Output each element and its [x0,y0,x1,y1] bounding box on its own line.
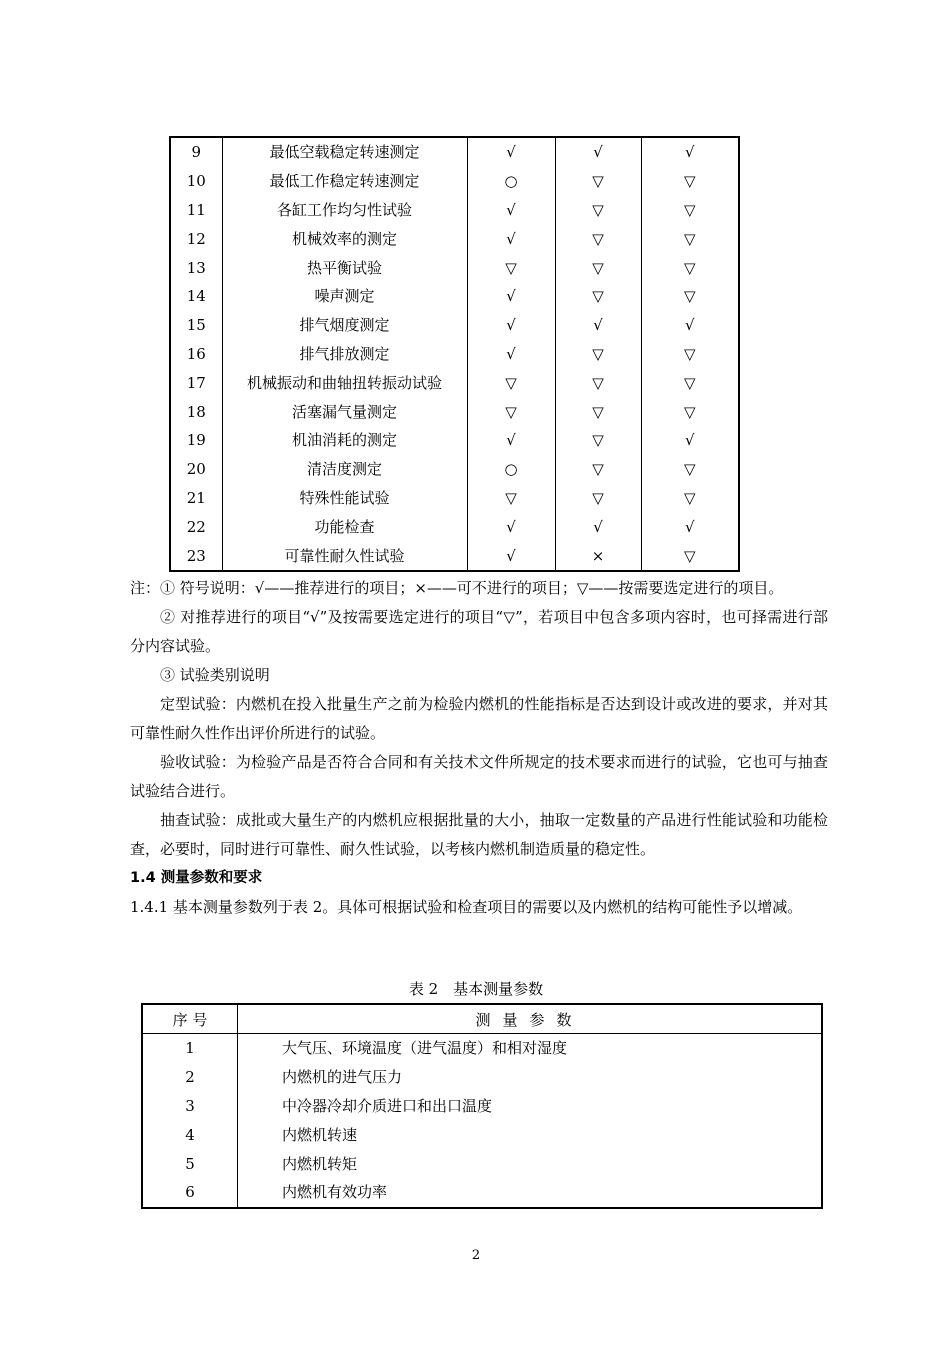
mark-sampling-test: √ [641,137,739,167]
item-name: 机油消耗的测定 [222,426,467,455]
mark-sampling-test: ▽ [641,282,739,311]
row-number: 9 [170,137,222,167]
table-row [170,340,739,369]
row-number: 23 [170,541,222,571]
mark-acceptance-test: × [555,541,641,571]
item-name: 机械振动和曲轴扭转振动试验 [222,368,467,397]
mark-type-test: ▽ [467,368,555,397]
param-name: 内燃机转矩 [282,1154,358,1173]
mark-sampling-test: ▽ [641,541,739,571]
mark-type-test: ▽ [467,397,555,426]
row-number: 10 [170,167,222,196]
mark-type-test: ▽ [467,253,555,282]
row-number: 13 [170,253,222,282]
row-number: 17 [170,368,222,397]
table-row [170,137,739,167]
mark-acceptance-test: ▽ [555,368,641,397]
table-row [170,311,739,340]
mark-type-test: √ [467,541,555,571]
mark-type-test: ○ [467,455,555,484]
note-1: 注：① 符号说明：√——推荐进行的项目；×——可不进行的项目；▽——按需要选定进行的项目。 [130,579,784,597]
item-name: 热平衡试验 [222,253,467,282]
row-number: 16 [170,340,222,369]
mark-type-test: √ [467,340,555,369]
table-row [142,1063,822,1092]
note-2: ② 对推荐进行的项目“√”及按需要选定进行的项目“▽”，若项目中包含多项内容时，也可择需进行部分内容试验。 [130,608,828,655]
mark-acceptance-test: ▽ [555,397,641,426]
mark-acceptance-test: ▽ [555,484,641,513]
mark-sampling-test: ▽ [641,455,739,484]
row-number: 11 [170,196,222,225]
table-row [170,167,739,196]
table-row [170,512,739,541]
mark-type-test: ○ [467,167,555,196]
param-name: 内燃机的进气压力 [282,1068,403,1087]
table-row [142,1178,822,1208]
mark-acceptance-test: ▽ [555,224,641,253]
table-row [142,1034,822,1063]
page-number: 2 [471,1248,481,1263]
item-name: 活塞漏气量测定 [222,397,467,426]
mark-type-test: √ [467,426,555,455]
table2-header-row [142,1004,822,1034]
param-name: 中冷器冷却介质进口和出口温度 [282,1096,493,1115]
mark-sampling-test: ▽ [641,224,739,253]
acceptance-test-desc: 验收试验：为检验产品是否符合合同和有关技术文件所规定的技术要求而进行的试验，它也可与抽查试验结合进行。 [130,753,828,800]
mark-type-test: √ [467,137,555,167]
row-number: 21 [170,484,222,513]
header-param: 测量参数 [238,1004,823,1034]
item-name: 排气烟度测定 [222,311,467,340]
mark-sampling-test: ▽ [641,196,739,225]
item-name: 特殊性能试验 [222,484,467,513]
item-name: 最低空载稳定转速测定 [222,137,467,167]
item-name: 功能检查 [222,512,467,541]
mark-type-test: √ [467,196,555,225]
mark-acceptance-test: ▽ [555,196,641,225]
mark-sampling-test: √ [641,512,739,541]
table-row [170,196,739,225]
mark-sampling-test: ▽ [641,253,739,282]
mark-type-test: ▽ [467,484,555,513]
row-number: 1 [142,1034,238,1063]
table2-caption: 表 2 基本测量参数 [408,980,544,998]
mark-type-test: √ [467,282,555,311]
mark-acceptance-test: ▽ [555,253,641,282]
header-no: 序 号 [142,1004,238,1034]
mark-sampling-test: ▽ [641,340,739,369]
mark-sampling-test: √ [641,426,739,455]
item-name: 清洁度测定 [222,455,467,484]
measurement-params-table [141,1003,823,1209]
row-number: 14 [170,282,222,311]
param-name: 大气压、环境温度（进气温度）和相对湿度 [282,1039,568,1058]
test-items-table [169,136,740,572]
row-number: 2 [142,1063,238,1092]
mark-sampling-test: ▽ [641,167,739,196]
row-number: 22 [170,512,222,541]
table-row [142,1149,822,1178]
mark-sampling-test: ▽ [641,368,739,397]
note-3: ③ 试验类别说明 [160,666,270,684]
item-name: 噪声测定 [222,282,467,311]
row-number: 20 [170,455,222,484]
mark-sampling-test: √ [641,311,739,340]
table-row [142,1092,822,1121]
row-number: 12 [170,224,222,253]
mark-acceptance-test: √ [555,311,641,340]
row-number: 3 [142,1092,238,1121]
table-row [170,224,739,253]
row-number: 15 [170,311,222,340]
row-number: 19 [170,426,222,455]
row-number: 4 [142,1120,238,1149]
param-name: 内燃机有效功率 [282,1183,388,1202]
table-row [170,426,739,455]
notes-block [130,574,828,922]
mark-acceptance-test: ▽ [555,340,641,369]
type-test-desc: 定型试验：内燃机在投入批量生产之前为检验内燃机的性能指标是否达到设计或改进的要求，并对其可靠性耐久性作出评价所进行的试验。 [130,695,828,742]
table-row [142,1120,822,1149]
item-name: 最低工作稳定转速测定 [222,167,467,196]
section-heading: 1.4 测量参数和要求 [130,870,263,886]
row-number: 18 [170,397,222,426]
param-name: 内燃机转速 [282,1125,358,1144]
table-row [170,368,739,397]
mark-acceptance-test: √ [555,512,641,541]
table-row [170,455,739,484]
mark-sampling-test: ▽ [641,397,739,426]
mark-type-test: √ [467,311,555,340]
mark-acceptance-test: ▽ [555,426,641,455]
table-row [170,541,739,571]
table-row [170,484,739,513]
mark-sampling-test: ▽ [641,484,739,513]
mark-type-test: √ [467,512,555,541]
mark-type-test: √ [467,224,555,253]
mark-acceptance-test: ▽ [555,282,641,311]
row-number: 5 [142,1149,238,1178]
section-paragraph: 1.4.1 基本测量参数列于表 2。具体可根据试验和检查项目的需要以及内燃机的结构可能性予以增减。 [130,898,803,916]
item-name: 可靠性耐久性试验 [222,541,467,571]
item-name: 机械效率的测定 [222,224,467,253]
item-name: 排气排放测定 [222,340,467,369]
table-row [170,253,739,282]
table-row [170,282,739,311]
table-row [170,397,739,426]
mark-acceptance-test: ▽ [555,167,641,196]
item-name: 各缸工作均匀性试验 [222,196,467,225]
row-number: 6 [142,1178,238,1208]
sampling-test-desc: 抽查试验：成批或大量生产的内燃机应根据批量的大小，抽取一定数量的产品进行性能试验和功能检查，必要时，同时进行可靠性、耐久性试验，以考核内燃机制造质量的稳定性。 [130,811,828,858]
mark-acceptance-test: ▽ [555,455,641,484]
mark-acceptance-test: √ [555,137,641,167]
